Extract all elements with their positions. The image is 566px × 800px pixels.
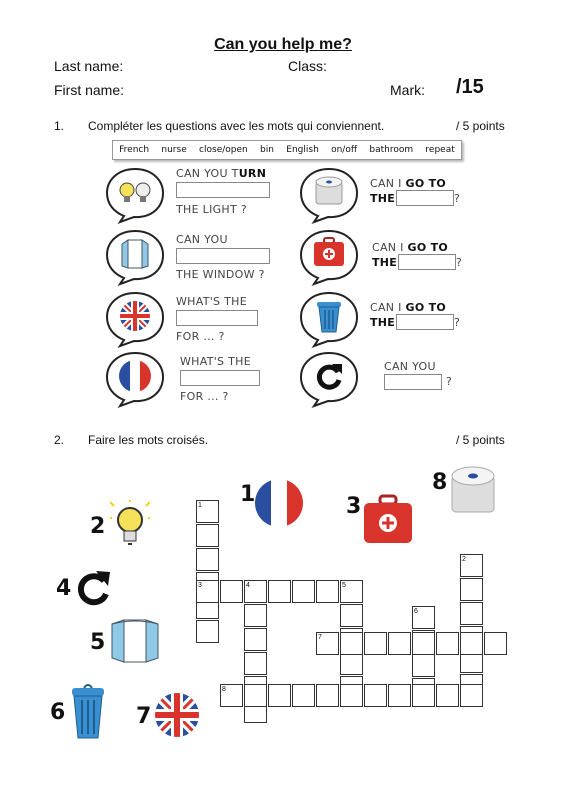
q2-number: 2. <box>54 433 65 447</box>
q2-points: / 5 points <box>456 433 505 447</box>
crossword-cell[interactable] <box>220 580 243 603</box>
clue-number: 4 <box>56 576 72 601</box>
bubble2-answer-field[interactable] <box>176 248 270 264</box>
crossword-cell[interactable] <box>196 548 219 571</box>
crossword-cell-number: 3 <box>198 582 202 589</box>
bubble7-line1: CAN I <box>370 301 406 314</box>
crossword-cell-number: 5 <box>342 582 346 589</box>
last-name-label: Last name: <box>54 58 124 74</box>
crossword-cell[interactable] <box>436 684 459 707</box>
crossword-cell[interactable] <box>316 684 339 707</box>
bubble3-line2: FOR ... ? <box>176 330 225 343</box>
bubble3-line1: WHAT'S THE <box>176 295 247 308</box>
q1-points: / 5 points <box>456 119 505 133</box>
word-bank <box>112 140 462 160</box>
word-bank-item: bin <box>260 145 274 155</box>
bubble1-line1-bold: URN <box>238 167 267 180</box>
word-bank-item: nurse <box>161 145 187 155</box>
crossword-cell[interactable] <box>412 654 435 677</box>
crossword-cell[interactable] <box>484 632 507 655</box>
crossword-cell-number: 4 <box>246 582 250 589</box>
word-bank-item: close/open <box>199 145 248 155</box>
bubble7-line2: THE <box>370 316 396 329</box>
bubble6-line1-bold: GO TO <box>407 241 449 254</box>
crossword-cell[interactable] <box>340 652 363 675</box>
crossword-cell[interactable] <box>268 580 291 603</box>
bubble6-line2: THE <box>372 256 398 269</box>
crossword-cell[interactable] <box>460 578 483 601</box>
word-bank-item: on/off <box>331 145 358 155</box>
q2-instruction: Faire les mots croisés. <box>88 433 209 447</box>
clue-number: 7 <box>136 704 152 729</box>
bubble-uk-flag <box>104 290 166 348</box>
crossword-cell[interactable] <box>244 628 267 651</box>
first-aid-kit-icon <box>362 494 416 546</box>
bubble5-answer-field[interactable] <box>396 190 454 206</box>
crossword-cell[interactable] <box>244 684 267 707</box>
toilet-paper-icon <box>316 177 342 204</box>
crossword-cell[interactable] <box>436 632 459 655</box>
clue-number: 8 <box>432 470 448 495</box>
crossword-cell-number: 7 <box>318 634 322 641</box>
crossword-cell[interactable] <box>340 684 363 707</box>
bubble-lightbulbs <box>104 166 166 224</box>
bubble1-line1: CAN YOU T <box>176 167 239 180</box>
crossword-cell[interactable] <box>244 604 267 627</box>
clue-number: 1 <box>240 482 256 507</box>
bubble8-question-mark: ? <box>446 375 453 388</box>
crossword-cell[interactable] <box>388 632 411 655</box>
bubble1-answer-field[interactable] <box>176 182 270 198</box>
crossword-cell-number: 2 <box>462 556 466 563</box>
bubble7-line1-bold: GO TO <box>405 301 447 314</box>
crossword-cell[interactable] <box>196 524 219 547</box>
first-aid-kit-icon <box>314 238 344 266</box>
crossword-cell-number: 6 <box>414 608 418 615</box>
crossword-cell[interactable] <box>412 632 435 655</box>
bubble-first-aid-kit <box>298 228 360 286</box>
crossword-cell[interactable] <box>388 684 411 707</box>
clue-number: 3 <box>346 494 362 519</box>
clue-number: 2 <box>90 514 106 539</box>
bubble2-line1: CAN YOU <box>176 233 228 246</box>
first-name-label: First name: <box>54 82 125 98</box>
word-bank-item: French <box>119 145 150 155</box>
window-icon <box>110 618 160 666</box>
crossword-cell[interactable] <box>292 684 315 707</box>
bubble6-line1: CAN I <box>372 241 408 254</box>
crossword-cell-number: 8 <box>222 686 226 693</box>
word-bank-item: bathroom <box>369 145 414 155</box>
bubble3-answer-field[interactable] <box>176 310 258 326</box>
crossword-cell[interactable] <box>292 580 315 603</box>
q1-number: 1. <box>54 119 65 133</box>
q1-instruction: Compléter les questions avec les mots qui conviennent. <box>88 119 385 133</box>
bubble-repeat <box>298 350 360 408</box>
crossword-cell[interactable] <box>412 684 435 707</box>
mark-value: /15 <box>456 76 484 98</box>
crossword-cell[interactable] <box>364 684 387 707</box>
crossword-cell[interactable] <box>340 604 363 627</box>
bubble4-line1: WHAT'S THE <box>180 355 251 368</box>
word-bank-item: English <box>286 145 319 155</box>
bubble-french-flag <box>104 350 166 408</box>
lightbulb-icon <box>110 500 150 554</box>
crossword-cell-number: 1 <box>198 502 202 509</box>
bubble2-line2: THE WINDOW ? <box>176 268 265 281</box>
bubble5-question-mark: ? <box>454 192 461 205</box>
french-flag-icon <box>254 478 304 528</box>
repeat-arrow-icon <box>74 568 114 608</box>
clue-number: 5 <box>90 630 106 655</box>
clue-number: 6 <box>50 700 66 725</box>
crossword-cell[interactable] <box>460 684 483 707</box>
crossword-cell[interactable] <box>364 632 387 655</box>
bubble5-line2: THE <box>370 192 396 205</box>
page-title: Can you help me? <box>214 36 352 53</box>
crossword-cell[interactable] <box>244 652 267 675</box>
uk-flag-icon <box>154 692 200 738</box>
bubble5-line1-bold: GO TO <box>405 177 447 190</box>
bubble1-line2: THE LIGHT ? <box>176 203 247 216</box>
bubble8-answer-field[interactable] <box>384 374 442 390</box>
bubble7-answer-field[interactable] <box>396 314 454 330</box>
crossword-cell[interactable] <box>316 580 339 603</box>
bubble-toilet-paper <box>298 166 360 224</box>
bubble7-question-mark: ? <box>454 316 461 329</box>
uk-flag-icon <box>120 301 150 331</box>
crossword-cell[interactable] <box>460 632 483 655</box>
word-bank-item: repeat <box>425 145 455 155</box>
crossword-cell[interactable] <box>460 602 483 625</box>
bubble6-answer-field[interactable] <box>398 254 456 270</box>
bubble-bin <box>298 290 360 348</box>
crossword-cell[interactable] <box>268 684 291 707</box>
toilet-paper-icon <box>448 464 498 518</box>
mark-label: Mark: <box>390 82 425 98</box>
class-label: Class: <box>288 58 327 74</box>
bubble4-answer-field[interactable] <box>180 370 260 386</box>
french-flag-icon <box>119 360 151 392</box>
bubble4-line2: FOR ... ? <box>180 390 229 403</box>
crossword-cell[interactable] <box>196 620 219 643</box>
bubble5-line1: CAN I <box>370 177 406 190</box>
bubble-window <box>104 228 166 286</box>
bin-icon <box>68 684 108 740</box>
bubble6-question-mark: ? <box>456 256 463 269</box>
window-icon <box>122 240 148 268</box>
crossword-cell[interactable] <box>340 632 363 655</box>
bubble8-line1: CAN YOU <box>384 360 436 373</box>
